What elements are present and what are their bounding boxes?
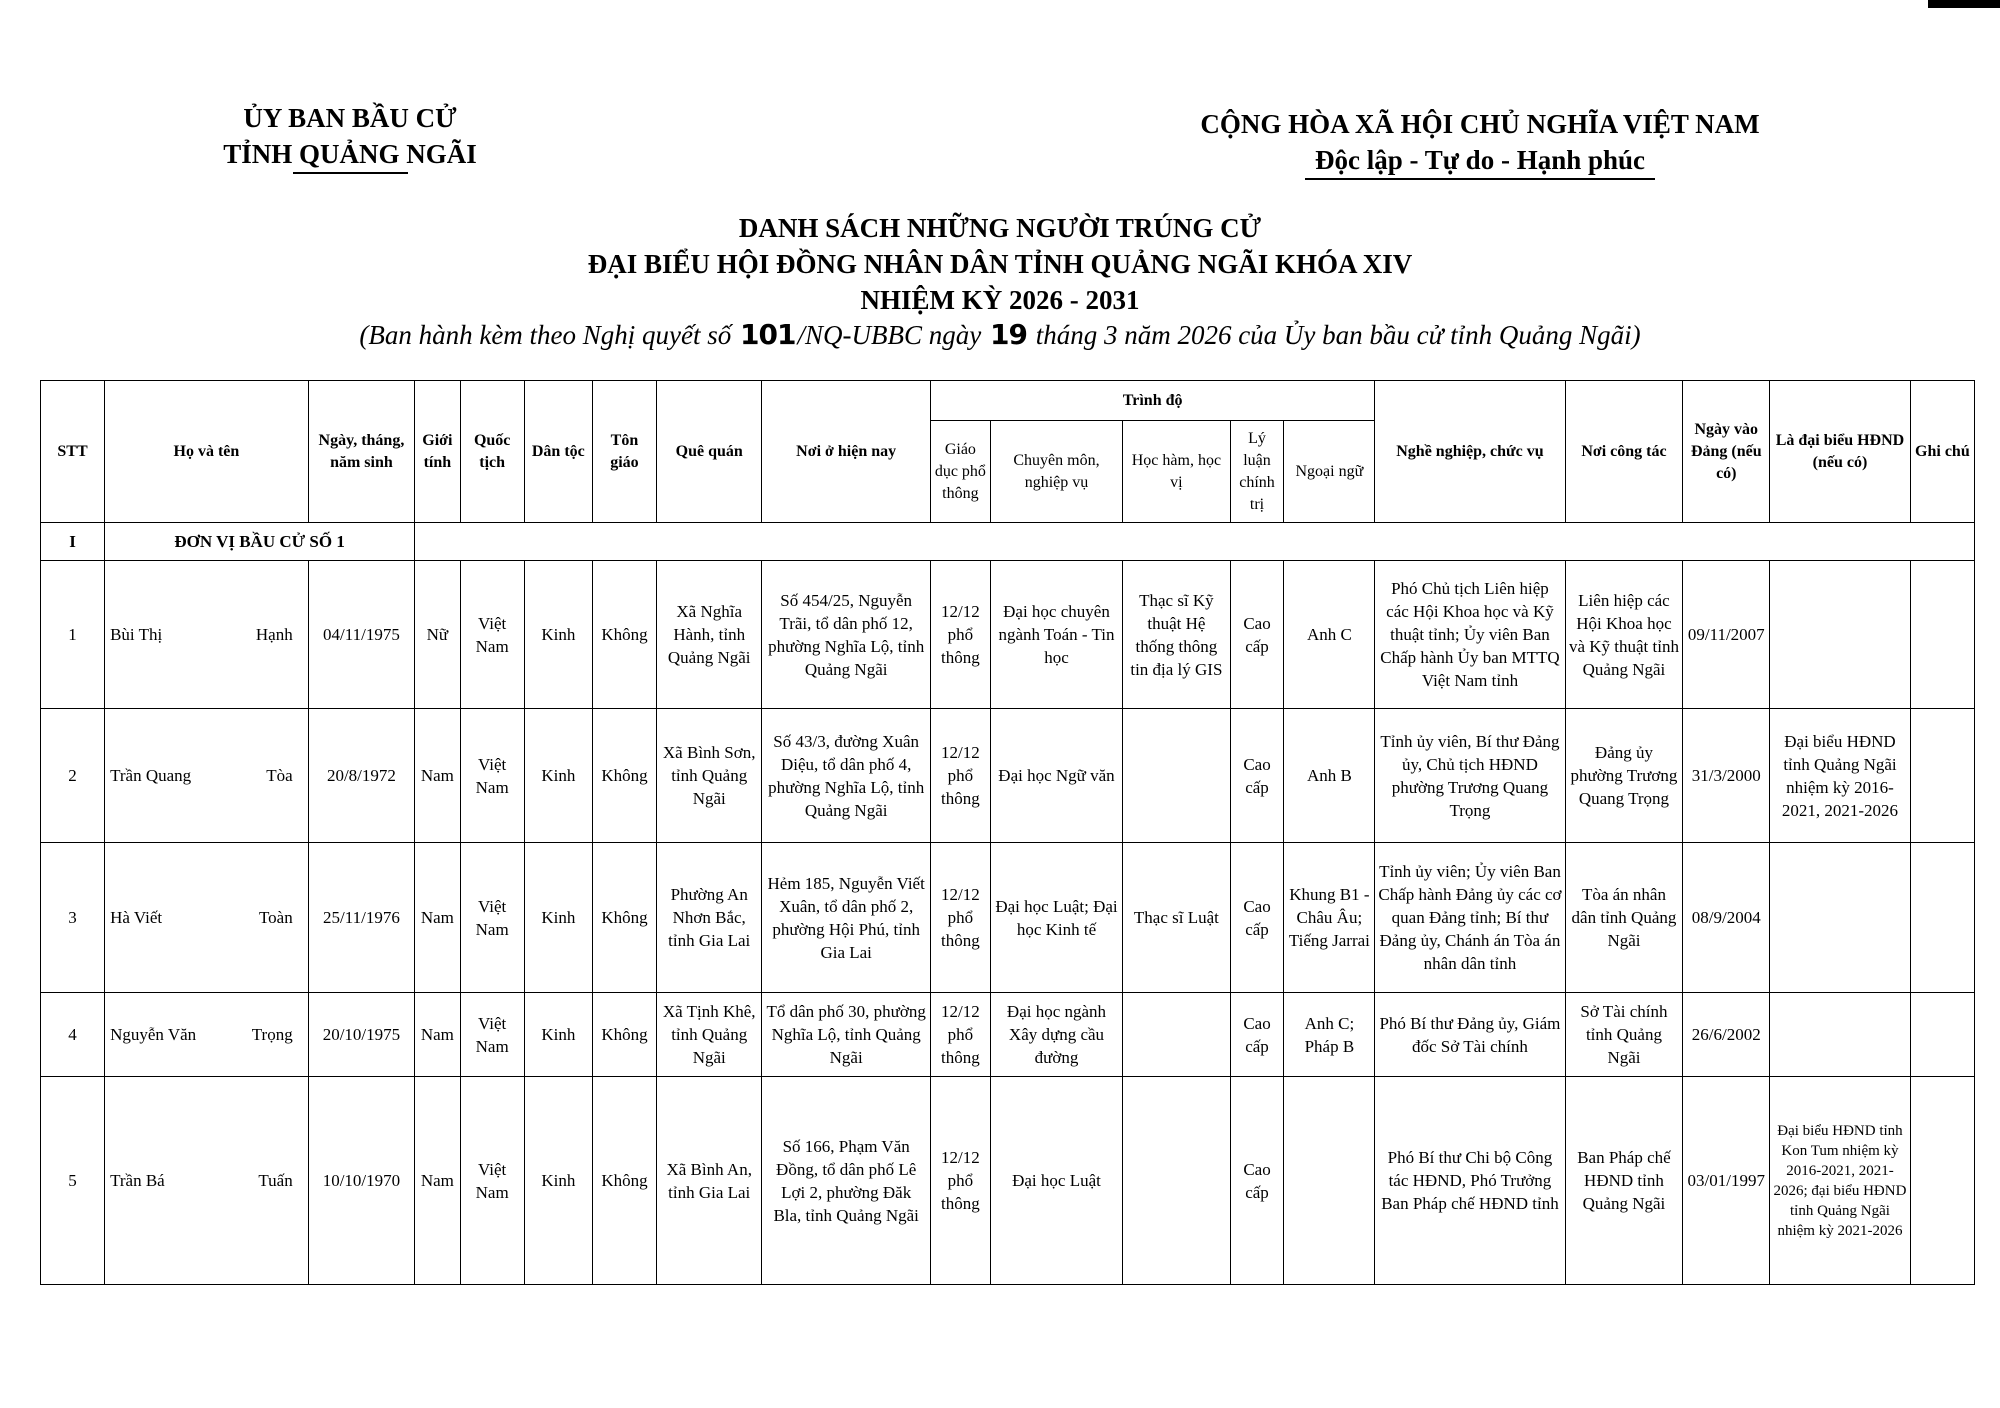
col-religion: Tôn giáo bbox=[592, 381, 656, 523]
col-occupation: Nghề nghiệp, chức vụ bbox=[1375, 381, 1565, 523]
row-degree bbox=[1123, 993, 1231, 1077]
row-occupation: Tỉnh ủy viên; Ủy viên Ban Chấp hành Đảng ủy các cơ quan Đảng tỉnh; Bí thư Đảng ủy, Chánh án Tòa án nhân dân tỉnh bbox=[1375, 843, 1565, 993]
row-degree: Thạc sĩ Kỹ thuật Hệ thống thông tin địa lý GIS bbox=[1123, 561, 1231, 709]
row-party-date: 08/9/2004 bbox=[1683, 843, 1770, 993]
row-specialty: Đại học ngành Xây dựng cầu đường bbox=[990, 993, 1122, 1077]
col-ethnicity: Dân tộc bbox=[524, 381, 592, 523]
row-language: Anh C; Pháp B bbox=[1284, 993, 1375, 1077]
row-party-date: 03/01/1997 bbox=[1683, 1077, 1770, 1285]
table-row bbox=[41, 993, 1975, 1077]
row-residence: Số 166, Phạm Văn Đồng, tổ dân phố Lê Lợi 2, phường Đăk Bla, tỉnh Quảng Ngãi bbox=[762, 1077, 930, 1285]
row-former-delegate bbox=[1770, 561, 1911, 709]
row-nationality: Việt Nam bbox=[460, 561, 524, 709]
table-row bbox=[41, 561, 1975, 709]
row-given-name: Tòa bbox=[266, 766, 293, 785]
row-former-delegate: Đại biểu HĐND tỉnh Quảng Ngãi nhiệm kỳ 2016-2021, 2021-2026 bbox=[1770, 709, 1911, 843]
resolution-number: 101 bbox=[740, 318, 796, 351]
row-party-date: 26/6/2002 bbox=[1683, 993, 1770, 1077]
row-religion: Không bbox=[592, 709, 656, 843]
row-language: Khung B1 - Châu Âu; Tiếng Jarrai bbox=[1284, 843, 1375, 993]
row-dob: 20/10/1975 bbox=[308, 993, 414, 1077]
issuing-body bbox=[200, 100, 500, 174]
row-stt: 5 bbox=[41, 1077, 105, 1285]
motto-underline bbox=[1305, 178, 1655, 180]
row-ethnicity: Kinh bbox=[524, 561, 592, 709]
row-specialty: Đại học chuyên ngành Toán - Tin học bbox=[990, 561, 1122, 709]
row-language: Anh C bbox=[1284, 561, 1375, 709]
row-nationality: Việt Nam bbox=[460, 993, 524, 1077]
row-occupation: Phó Bí thư Đảng ủy, Giám đốc Sở Tài chính bbox=[1375, 993, 1565, 1077]
row-politics: Cao cấp bbox=[1230, 993, 1284, 1077]
row-nationality: Việt Nam bbox=[460, 843, 524, 993]
row-given-name: Tuấn bbox=[258, 1171, 293, 1190]
row-nationality: Việt Nam bbox=[460, 709, 524, 843]
nation-name: CỘNG HÒA XÃ HỘI CHỦ NGHĨA VIỆT NAM bbox=[1200, 109, 1760, 139]
row-given-name: Trọng bbox=[251, 1025, 293, 1044]
col-gender: Giới tính bbox=[415, 381, 460, 523]
row-specialty: Đại học Luật; Đại học Kinh tế bbox=[990, 843, 1122, 993]
row-family-name: Trần Quang bbox=[110, 766, 192, 785]
col-party-date: Ngày vào Đảng (nếu có) bbox=[1683, 381, 1770, 523]
row-gender: Nam bbox=[415, 1077, 460, 1285]
col-workplace: Nơi công tác bbox=[1565, 381, 1683, 523]
row-specialty: Đại học Luật bbox=[990, 1077, 1122, 1285]
issuing-body-line2: TỈNH QUẢNG NGÃI bbox=[223, 139, 477, 169]
title-line2: ĐẠI BIỂU HỘI ĐỒNG NHÂN DÂN TỈNH QUẢNG NGÃI KHÓA XIV bbox=[587, 249, 1413, 279]
row-politics: Cao cấp bbox=[1230, 561, 1284, 709]
title-line3: NHIỆM KỲ 2026 - 2031 bbox=[860, 285, 1140, 315]
row-given-name: Toàn bbox=[258, 908, 293, 927]
row-religion: Không bbox=[592, 1077, 656, 1285]
issuing-body-line1: ỦY BAN BẦU CỬ bbox=[243, 103, 457, 133]
row-note bbox=[1910, 843, 1974, 993]
row-politics: Cao cấp bbox=[1230, 709, 1284, 843]
row-nationality: Việt Nam bbox=[460, 1077, 524, 1285]
row-dob: 04/11/1975 bbox=[308, 561, 414, 709]
scan-corner-mark bbox=[1928, 0, 2000, 8]
subtitle-part3: tháng 3 năm 2026 của Ủy ban bầu cử tỉnh Quảng Ngãi) bbox=[1035, 320, 1641, 350]
row-workplace: Sở Tài chính tỉnh Quảng Ngãi bbox=[1565, 993, 1683, 1077]
col-name: Họ và tên bbox=[105, 381, 309, 523]
row-gender: Nam bbox=[415, 993, 460, 1077]
row-specialty: Đại học Ngữ văn bbox=[990, 709, 1122, 843]
row-former-delegate bbox=[1770, 843, 1911, 993]
row-hometown: Xã Bình An, tỉnh Gia Lai bbox=[657, 1077, 762, 1285]
row-hometown: Xã Tịnh Khê, tỉnh Quảng Ngãi bbox=[657, 993, 762, 1077]
row-party-date: 31/3/2000 bbox=[1683, 709, 1770, 843]
row-religion: Không bbox=[592, 843, 656, 993]
row-occupation: Phó Chủ tịch Liên hiệp các Hội Khoa học và Kỹ thuật tỉnh; Ủy viên Ban Chấp hành Ủy ban MTTQ Việt Nam tỉnh bbox=[1375, 561, 1565, 709]
document-subtitle bbox=[0, 318, 2000, 352]
row-residence: Số 43/3, đường Xuân Diệu, tổ dân phố 4, phường Nghĩa Lộ, tỉnh Quảng Ngãi bbox=[762, 709, 930, 843]
row-workplace: Liên hiệp các Hội Khoa học và Kỹ thuật tỉnh Quảng Ngãi bbox=[1565, 561, 1683, 709]
row-general-edu: 12/12 phổ thông bbox=[930, 993, 990, 1077]
elected-delegates-table bbox=[40, 380, 1975, 1285]
delegate-rows bbox=[41, 561, 1975, 1285]
document-title bbox=[0, 210, 2000, 318]
row-stt: 2 bbox=[41, 709, 105, 843]
col-note: Ghi chú bbox=[1910, 381, 1974, 523]
row-residence: Tổ dân phố 30, phường Nghĩa Lộ, tỉnh Quảng Ngãi bbox=[762, 993, 930, 1077]
row-name bbox=[105, 843, 309, 993]
col-degree: Học hàm, học vị bbox=[1123, 421, 1231, 523]
row-gender: Nam bbox=[415, 843, 460, 993]
col-language: Ngoại ngữ bbox=[1284, 421, 1375, 523]
national-motto bbox=[1150, 106, 1810, 180]
row-language bbox=[1284, 1077, 1375, 1285]
section-label: ĐƠN VỊ BẦU CỬ SỐ 1 bbox=[105, 523, 415, 561]
table-row bbox=[41, 709, 1975, 843]
row-dob: 10/10/1970 bbox=[308, 1077, 414, 1285]
row-general-edu: 12/12 phổ thông bbox=[930, 843, 990, 993]
row-dob: 25/11/1976 bbox=[308, 843, 414, 993]
title-line1: DANH SÁCH NHỮNG NGƯỜI TRÚNG CỬ bbox=[738, 213, 1262, 243]
row-note bbox=[1910, 561, 1974, 709]
row-degree bbox=[1123, 1077, 1231, 1285]
row-politics: Cao cấp bbox=[1230, 843, 1284, 993]
row-hometown: Xã Nghĩa Hành, tỉnh Quảng Ngãi bbox=[657, 561, 762, 709]
row-stt: 3 bbox=[41, 843, 105, 993]
row-workplace: Ban Pháp chế HĐND tỉnh Quảng Ngãi bbox=[1565, 1077, 1683, 1285]
row-politics: Cao cấp bbox=[1230, 1077, 1284, 1285]
row-ethnicity: Kinh bbox=[524, 843, 592, 993]
row-dob: 20/8/1972 bbox=[308, 709, 414, 843]
col-education-group: Trình độ bbox=[930, 381, 1374, 421]
row-residence: Hẻm 185, Nguyễn Viết Xuân, tổ dân phố 2, phường Hội Phú, tỉnh Gia Lai bbox=[762, 843, 930, 993]
row-given-name: Hạnh bbox=[255, 625, 293, 644]
row-family-name: Bùi Thị bbox=[110, 625, 163, 644]
row-stt: 4 bbox=[41, 993, 105, 1077]
col-nationality: Quốc tịch bbox=[460, 381, 524, 523]
table-row bbox=[41, 843, 1975, 993]
row-family-name: Hà Viết bbox=[110, 908, 163, 927]
row-workplace: Tòa án nhân dân tỉnh Quảng Ngãi bbox=[1565, 843, 1683, 993]
col-stt: STT bbox=[41, 381, 105, 523]
col-hometown: Quê quán bbox=[657, 381, 762, 523]
row-degree bbox=[1123, 709, 1231, 843]
col-former-delegate: Là đại biểu HĐND (nếu có) bbox=[1770, 381, 1911, 523]
row-ethnicity: Kinh bbox=[524, 709, 592, 843]
row-name bbox=[105, 1077, 309, 1285]
row-former-delegate: Đại biểu HĐND tỉnh Kon Tum nhiệm kỳ 2016-2021, 2021-2026; đại biểu HĐND tỉnh Quảng Ngãi nhiệm kỳ 2021-2026 bbox=[1770, 1077, 1911, 1285]
row-family-name: Trần Bá bbox=[110, 1171, 165, 1190]
row-family-name: Nguyễn Văn bbox=[110, 1025, 197, 1044]
table-row bbox=[41, 1077, 1975, 1285]
row-general-edu: 12/12 phổ thông bbox=[930, 1077, 990, 1285]
row-note bbox=[1910, 993, 1974, 1077]
row-gender: Nữ bbox=[415, 561, 460, 709]
row-religion: Không bbox=[592, 561, 656, 709]
row-stt: 1 bbox=[41, 561, 105, 709]
row-occupation: Tỉnh ủy viên, Bí thư Đảng ủy, Chủ tịch HĐND phường Trương Quang Trọng bbox=[1375, 709, 1565, 843]
col-dob: Ngày, tháng, năm sinh bbox=[308, 381, 414, 523]
subtitle-part1: (Ban hành kèm theo Nghị quyết số bbox=[359, 320, 732, 350]
col-specialty: Chuyên môn, nghiệp vụ bbox=[990, 421, 1122, 523]
row-name bbox=[105, 561, 309, 709]
row-occupation: Phó Bí thư Chi bộ Công tác HĐND, Phó Trưởng Ban Pháp chế HĐND tỉnh bbox=[1375, 1077, 1565, 1285]
motto: Độc lập - Tự do - Hạnh phúc bbox=[1314, 145, 1646, 175]
row-general-edu: 12/12 phổ thông bbox=[930, 709, 990, 843]
row-note bbox=[1910, 709, 1974, 843]
section-row bbox=[41, 523, 1975, 561]
row-general-edu: 12/12 phổ thông bbox=[930, 561, 990, 709]
row-religion: Không bbox=[592, 993, 656, 1077]
row-workplace: Đảng ủy phường Trương Quang Trọng bbox=[1565, 709, 1683, 843]
row-hometown: Xã Bình Sơn, tỉnh Quảng Ngãi bbox=[657, 709, 762, 843]
row-name bbox=[105, 993, 309, 1077]
col-politics: Lý luận chính trị bbox=[1230, 421, 1284, 523]
row-language: Anh B bbox=[1284, 709, 1375, 843]
col-general-edu: Giáo dục phổ thông bbox=[930, 421, 990, 523]
subtitle-part2: /NQ-UBBC ngày bbox=[797, 320, 982, 350]
row-party-date: 09/11/2007 bbox=[1683, 561, 1770, 709]
issuing-body-underline bbox=[293, 172, 408, 174]
row-ethnicity: Kinh bbox=[524, 993, 592, 1077]
row-ethnicity: Kinh bbox=[524, 1077, 592, 1285]
col-residence: Nơi ở hiện nay bbox=[762, 381, 930, 523]
row-former-delegate bbox=[1770, 993, 1911, 1077]
row-name bbox=[105, 709, 309, 843]
row-note bbox=[1910, 1077, 1974, 1285]
row-degree: Thạc sĩ Luật bbox=[1123, 843, 1231, 993]
row-residence: Số 454/25, Nguyễn Trãi, tổ dân phố 12, phường Nghĩa Lộ, tỉnh Quảng Ngãi bbox=[762, 561, 930, 709]
resolution-day: 19 bbox=[989, 318, 1027, 351]
row-hometown: Phường An Nhơn Bắc, tỉnh Gia Lai bbox=[657, 843, 762, 993]
row-gender: Nam bbox=[415, 709, 460, 843]
section-number: I bbox=[41, 523, 105, 561]
